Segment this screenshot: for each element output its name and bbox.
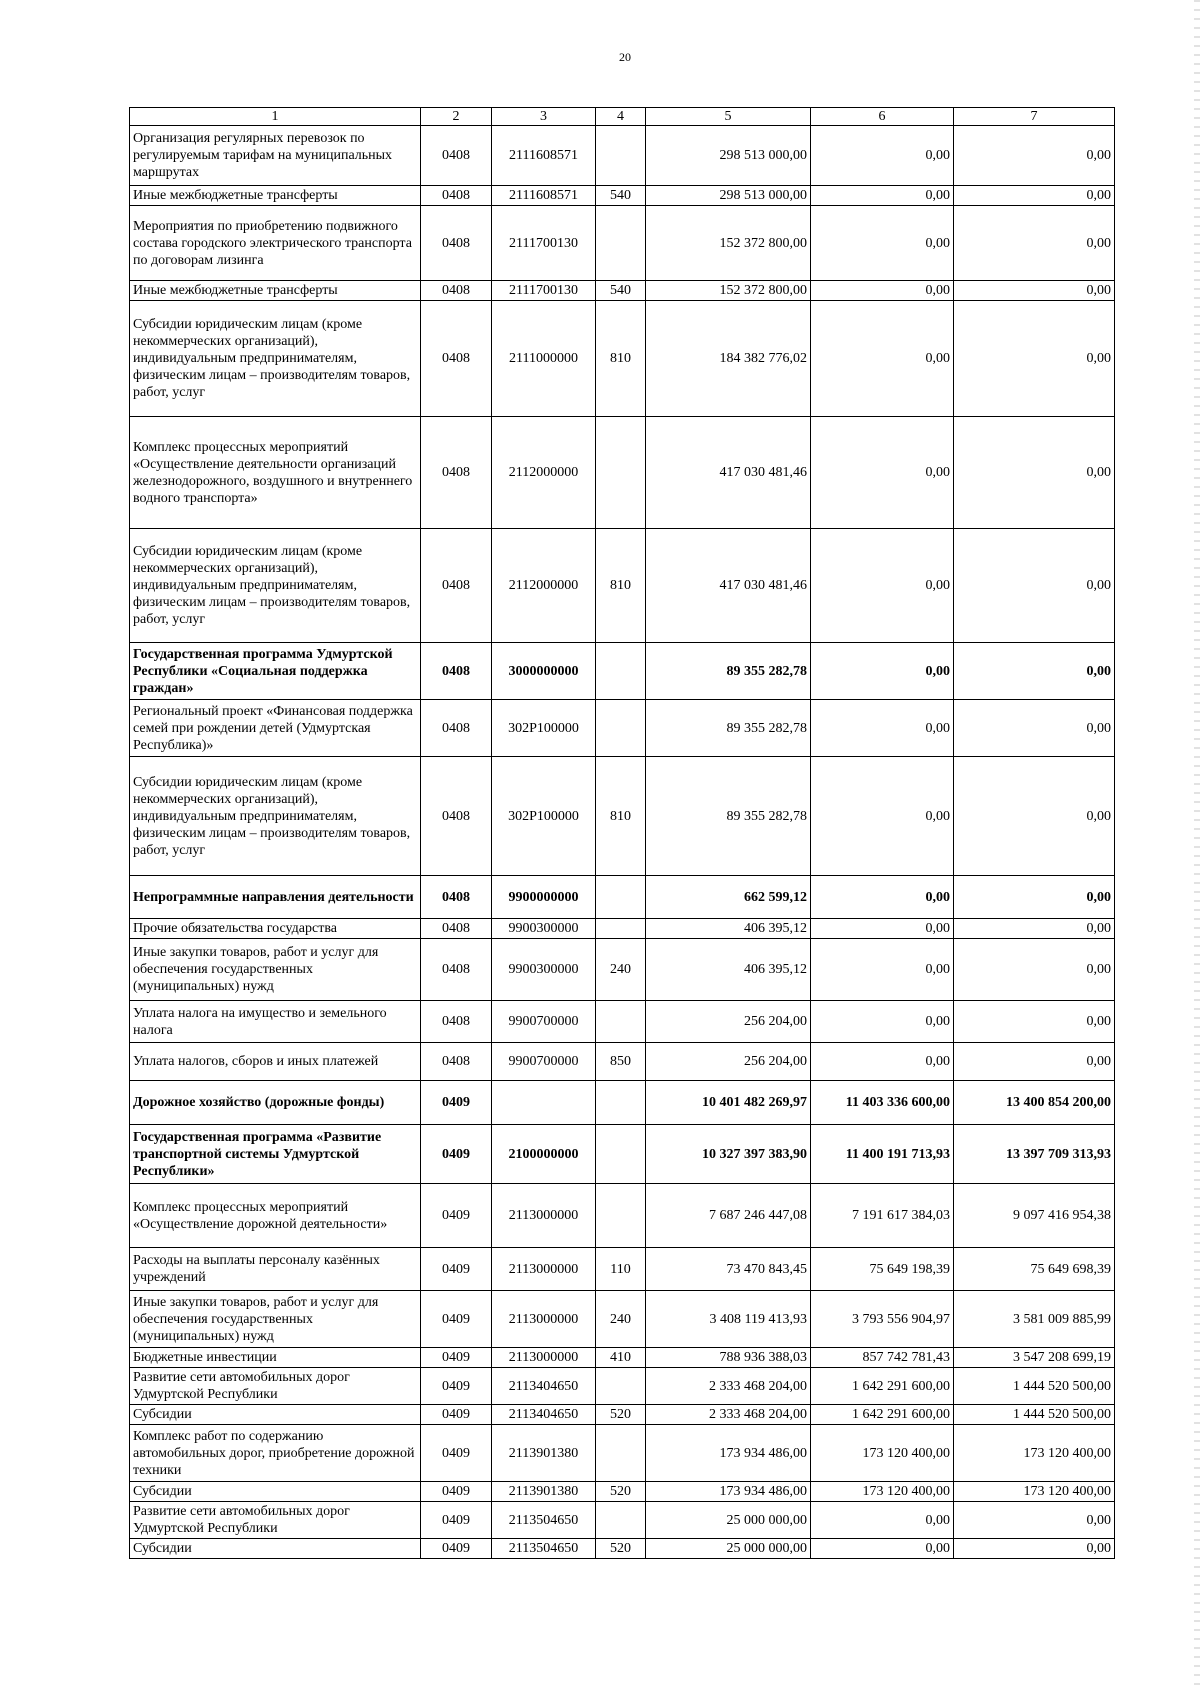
item-name-cell: Комплекс процессных мероприятий «Осуществление дорожной деятельности»	[130, 1184, 421, 1248]
target-article-cell: 2111000000	[492, 301, 596, 417]
amount-col5-cell: 2 333 468 204,00	[646, 1405, 811, 1425]
table-row	[130, 186, 1115, 206]
expense-type-cell	[596, 700, 646, 757]
item-name-cell: Бюджетные инвестиции	[130, 1348, 421, 1368]
amount-col7-cell: 0,00	[954, 919, 1115, 939]
amount-col6-cell: 75 649 198,39	[811, 1248, 954, 1291]
item-name-cell: Региональный проект «Финансовая поддержка семей при рождении детей (Удмуртская Республика)»	[130, 700, 421, 757]
amount-col6-cell: 7 191 617 384,03	[811, 1184, 954, 1248]
item-name-cell: Государственная программа Удмуртской Республики «Социальная поддержка граждан»	[130, 643, 421, 700]
table-row	[130, 1539, 1115, 1559]
expense-type-cell: 850	[596, 1043, 646, 1081]
amount-col5-cell: 788 936 388,03	[646, 1348, 811, 1368]
amount-col7-cell: 0,00	[954, 186, 1115, 206]
amount-col5-cell: 73 470 843,45	[646, 1248, 811, 1291]
table-row	[130, 876, 1115, 919]
item-name-cell: Развитие сети автомобильных дорог Удмуртской Республики	[130, 1368, 421, 1405]
amount-col7-cell: 13 397 709 313,93	[954, 1125, 1115, 1184]
target-article-cell: 9900300000	[492, 919, 596, 939]
amount-col7-cell: 0,00	[954, 876, 1115, 919]
item-name-cell: Непрограммные направления деятельности	[130, 876, 421, 919]
item-name-cell: Государственная программа «Развитие транспортной системы Удмуртской Республики»	[130, 1125, 421, 1184]
section-code-cell: 0409	[421, 1425, 492, 1482]
item-name-cell: Субсидии	[130, 1482, 421, 1502]
target-article-cell: 2113504650	[492, 1539, 596, 1559]
header-cell: 3	[492, 108, 596, 126]
expense-type-cell	[596, 1001, 646, 1043]
header-cell: 5	[646, 108, 811, 126]
amount-col6-cell: 173 120 400,00	[811, 1482, 954, 1502]
section-code-cell: 0408	[421, 643, 492, 700]
amount-col7-cell: 0,00	[954, 529, 1115, 643]
item-name-cell: Иные закупки товаров, работ и услуг для обеспечения государственных (муниципальных) нужд	[130, 1291, 421, 1348]
target-article-cell: 2113404650	[492, 1405, 596, 1425]
amount-col6-cell: 173 120 400,00	[811, 1425, 954, 1482]
header-cell: 1	[130, 108, 421, 126]
amount-col5-cell: 89 355 282,78	[646, 643, 811, 700]
amount-col7-cell: 0,00	[954, 643, 1115, 700]
section-code-cell: 0409	[421, 1539, 492, 1559]
amount-col6-cell: 0,00	[811, 1502, 954, 1539]
target-article-cell: 2112000000	[492, 417, 596, 529]
amount-col6-cell: 0,00	[811, 281, 954, 301]
target-article-cell: 2111608571	[492, 126, 596, 186]
item-name-cell: Дорожное хозяйство (дорожные фонды)	[130, 1081, 421, 1125]
section-code-cell: 0409	[421, 1368, 492, 1405]
expense-type-cell: 110	[596, 1248, 646, 1291]
section-code-cell: 0409	[421, 1291, 492, 1348]
amount-col5-cell: 298 513 000,00	[646, 186, 811, 206]
table-row	[130, 939, 1115, 1001]
table-row	[130, 1001, 1115, 1043]
table-row	[130, 1291, 1115, 1348]
item-name-cell: Организация регулярных перевозок по регулируемым тарифам на муниципальных маршрутах	[130, 126, 421, 186]
amount-col5-cell: 7 687 246 447,08	[646, 1184, 811, 1248]
expense-type-cell	[596, 1081, 646, 1125]
item-name-cell: Субсидии юридическим лицам (кроме некоммерческих организаций), индивидуальным предпринимателям, физическим лицам – производителям товаров, работ, услуг	[130, 757, 421, 876]
item-name-cell: Иные межбюджетные трансферты	[130, 186, 421, 206]
expense-type-cell: 810	[596, 301, 646, 417]
amount-col7-cell: 0,00	[954, 126, 1115, 186]
amount-col7-cell: 0,00	[954, 206, 1115, 281]
amount-col7-cell: 0,00	[954, 417, 1115, 529]
amount-col5-cell: 406 395,12	[646, 919, 811, 939]
amount-col6-cell: 0,00	[811, 301, 954, 417]
section-code-cell: 0409	[421, 1482, 492, 1502]
expense-type-cell	[596, 126, 646, 186]
section-code-cell: 0408	[421, 1001, 492, 1043]
item-name-cell: Развитие сети автомобильных дорог Удмуртской Республики	[130, 1502, 421, 1539]
target-article-cell: 9900700000	[492, 1043, 596, 1081]
target-article-cell: 2113000000	[492, 1184, 596, 1248]
amount-col6-cell: 1 642 291 600,00	[811, 1368, 954, 1405]
amount-col7-cell: 13 400 854 200,00	[954, 1081, 1115, 1125]
target-article-cell: 2111700130	[492, 281, 596, 301]
table-row	[130, 1081, 1115, 1125]
header-cell: 2	[421, 108, 492, 126]
header-cell: 6	[811, 108, 954, 126]
amount-col5-cell: 3 408 119 413,93	[646, 1291, 811, 1348]
expense-type-cell	[596, 1368, 646, 1405]
item-name-cell: Комплекс процессных мероприятий «Осуществление деятельности организаций железнодорожного, воздушного и внутреннего водного транспорта»	[130, 417, 421, 529]
target-article-cell: 2111700130	[492, 206, 596, 281]
amount-col7-cell: 0,00	[954, 281, 1115, 301]
target-article-cell: 302P100000	[492, 700, 596, 757]
section-code-cell: 0408	[421, 757, 492, 876]
target-article-cell: 2112000000	[492, 529, 596, 643]
target-article-cell: 9900700000	[492, 1001, 596, 1043]
amount-col7-cell: 75 649 698,39	[954, 1248, 1115, 1291]
expense-type-cell	[596, 206, 646, 281]
table-row	[130, 1482, 1115, 1502]
amount-col6-cell: 0,00	[811, 700, 954, 757]
amount-col7-cell: 3 547 208 699,19	[954, 1348, 1115, 1368]
amount-col5-cell: 152 372 800,00	[646, 281, 811, 301]
amount-col6-cell: 11 403 336 600,00	[811, 1081, 954, 1125]
amount-col5-cell: 152 372 800,00	[646, 206, 811, 281]
amount-col6-cell: 0,00	[811, 126, 954, 186]
section-code-cell: 0409	[421, 1405, 492, 1425]
section-code-cell: 0409	[421, 1248, 492, 1291]
expense-type-cell: 540	[596, 281, 646, 301]
section-code-cell: 0408	[421, 939, 492, 1001]
amount-col6-cell: 0,00	[811, 186, 954, 206]
item-name-cell: Уплата налога на имущество и земельного налога	[130, 1001, 421, 1043]
amount-col6-cell: 0,00	[811, 1043, 954, 1081]
amount-col5-cell: 406 395,12	[646, 939, 811, 1001]
amount-col6-cell: 0,00	[811, 919, 954, 939]
amount-col6-cell: 0,00	[811, 417, 954, 529]
amount-col7-cell: 173 120 400,00	[954, 1425, 1115, 1482]
amount-col7-cell: 0,00	[954, 757, 1115, 876]
expense-type-cell: 240	[596, 939, 646, 1001]
amount-col7-cell: 9 097 416 954,38	[954, 1184, 1115, 1248]
table-row	[130, 1348, 1115, 1368]
amount-col5-cell: 256 204,00	[646, 1043, 811, 1081]
amount-col7-cell: 0,00	[954, 301, 1115, 417]
item-name-cell: Уплата налогов, сборов и иных платежей	[130, 1043, 421, 1081]
amount-col5-cell: 10 401 482 269,97	[646, 1081, 811, 1125]
amount-col6-cell: 1 642 291 600,00	[811, 1405, 954, 1425]
target-article-cell: 2100000000	[492, 1125, 596, 1184]
table-row	[130, 206, 1115, 281]
budget-table	[129, 107, 1115, 1559]
amount-col6-cell: 0,00	[811, 876, 954, 919]
target-article-cell: 9900300000	[492, 939, 596, 1001]
table-row	[130, 1125, 1115, 1184]
item-name-cell: Субсидии	[130, 1405, 421, 1425]
item-name-cell: Субсидии	[130, 1539, 421, 1559]
target-article-cell: 302P100000	[492, 757, 596, 876]
table-row	[130, 417, 1115, 529]
target-article-cell: 2113404650	[492, 1368, 596, 1405]
target-article-cell: 2113000000	[492, 1248, 596, 1291]
amount-col7-cell: 0,00	[954, 1001, 1115, 1043]
table-row	[130, 643, 1115, 700]
item-name-cell: Прочие обязательства государства	[130, 919, 421, 939]
section-code-cell: 0408	[421, 126, 492, 186]
section-code-cell: 0409	[421, 1502, 492, 1539]
amount-col6-cell: 0,00	[811, 939, 954, 1001]
table-row	[130, 301, 1115, 417]
header-cell: 4	[596, 108, 646, 126]
amount-col5-cell: 2 333 468 204,00	[646, 1368, 811, 1405]
amount-col6-cell: 0,00	[811, 1001, 954, 1043]
item-name-cell: Комплекс работ по содержанию автомобильных дорог, приобретение дорожной техники	[130, 1425, 421, 1482]
amount-col7-cell: 0,00	[954, 939, 1115, 1001]
expense-type-cell	[596, 1125, 646, 1184]
table-row	[130, 757, 1115, 876]
amount-col7-cell: 3 581 009 885,99	[954, 1291, 1115, 1348]
amount-col5-cell: 184 382 776,02	[646, 301, 811, 417]
header-cell: 7	[954, 108, 1115, 126]
section-code-cell: 0408	[421, 876, 492, 919]
section-code-cell: 0408	[421, 186, 492, 206]
expense-type-cell: 520	[596, 1539, 646, 1559]
expense-type-cell	[596, 417, 646, 529]
table-row	[130, 700, 1115, 757]
target-article-cell: 3000000000	[492, 643, 596, 700]
expense-type-cell	[596, 876, 646, 919]
amount-col6-cell: 0,00	[811, 206, 954, 281]
section-code-cell: 0408	[421, 529, 492, 643]
section-code-cell: 0409	[421, 1348, 492, 1368]
table-row	[130, 1502, 1115, 1539]
table-row	[130, 1405, 1115, 1425]
amount-col5-cell: 662 599,12	[646, 876, 811, 919]
section-code-cell: 0408	[421, 281, 492, 301]
table-row	[130, 1368, 1115, 1405]
section-code-cell: 0408	[421, 919, 492, 939]
target-article-cell: 2113504650	[492, 1502, 596, 1539]
item-name-cell: Субсидии юридическим лицам (кроме некоммерческих организаций), индивидуальным предпринимателям, физическим лицам – производителям товаров, работ, услуг	[130, 529, 421, 643]
expense-type-cell	[596, 1184, 646, 1248]
amount-col7-cell: 1 444 520 500,00	[954, 1368, 1115, 1405]
amount-col6-cell: 0,00	[811, 1539, 954, 1559]
amount-col5-cell: 298 513 000,00	[646, 126, 811, 186]
amount-col5-cell: 10 327 397 383,90	[646, 1125, 811, 1184]
amount-col7-cell: 0,00	[954, 1043, 1115, 1081]
amount-col5-cell: 89 355 282,78	[646, 757, 811, 876]
target-article-cell: 2111608571	[492, 186, 596, 206]
amount-col6-cell: 857 742 781,43	[811, 1348, 954, 1368]
section-code-cell: 0408	[421, 700, 492, 757]
expense-type-cell: 810	[596, 757, 646, 876]
expense-type-cell: 240	[596, 1291, 646, 1348]
amount-col6-cell: 11 400 191 713,93	[811, 1125, 954, 1184]
section-code-cell: 0408	[421, 206, 492, 281]
amount-col5-cell: 25 000 000,00	[646, 1502, 811, 1539]
section-code-cell: 0409	[421, 1184, 492, 1248]
section-code-cell: 0409	[421, 1081, 492, 1125]
expense-type-cell: 520	[596, 1405, 646, 1425]
expense-type-cell	[596, 1425, 646, 1482]
table-row	[130, 529, 1115, 643]
expense-type-cell: 520	[596, 1482, 646, 1502]
expense-type-cell	[596, 1502, 646, 1539]
amount-col7-cell: 0,00	[954, 1539, 1115, 1559]
target-article-cell: 2113000000	[492, 1348, 596, 1368]
amount-col5-cell: 25 000 000,00	[646, 1539, 811, 1559]
expense-type-cell	[596, 919, 646, 939]
amount-col5-cell: 89 355 282,78	[646, 700, 811, 757]
amount-col6-cell: 0,00	[811, 757, 954, 876]
header-row	[130, 108, 1115, 126]
table-row	[130, 1184, 1115, 1248]
target-article-cell: 2113901380	[492, 1482, 596, 1502]
expense-type-cell: 540	[596, 186, 646, 206]
amount-col6-cell: 0,00	[811, 643, 954, 700]
table-row	[130, 1043, 1115, 1081]
section-code-cell: 0409	[421, 1125, 492, 1184]
target-article-cell: 9900000000	[492, 876, 596, 919]
target-article-cell: 2113901380	[492, 1425, 596, 1482]
section-code-cell: 0408	[421, 301, 492, 417]
table-row	[130, 126, 1115, 186]
amount-col6-cell: 0,00	[811, 529, 954, 643]
expense-type-cell: 810	[596, 529, 646, 643]
section-code-cell: 0408	[421, 417, 492, 529]
table-row	[130, 281, 1115, 301]
item-name-cell: Субсидии юридическим лицам (кроме некоммерческих организаций), индивидуальным предпринимателям, физическим лицам – производителям товаров, работ, услуг	[130, 301, 421, 417]
table-row	[130, 919, 1115, 939]
table-row	[130, 1248, 1115, 1291]
item-name-cell: Иные межбюджетные трансферты	[130, 281, 421, 301]
amount-col5-cell: 173 934 486,00	[646, 1482, 811, 1502]
expense-type-cell: 410	[596, 1348, 646, 1368]
amount-col6-cell: 3 793 556 904,97	[811, 1291, 954, 1348]
amount-col7-cell: 173 120 400,00	[954, 1482, 1115, 1502]
item-name-cell: Иные закупки товаров, работ и услуг для обеспечения государственных (муниципальных) нужд	[130, 939, 421, 1001]
target-article-cell	[492, 1081, 596, 1125]
scan-edge-marks	[1194, 0, 1200, 1686]
amount-col5-cell: 417 030 481,46	[646, 417, 811, 529]
expense-type-cell	[596, 643, 646, 700]
item-name-cell: Мероприятия по приобретению подвижного состава городского электрического транспорта по договорам лизинга	[130, 206, 421, 281]
amount-col7-cell: 1 444 520 500,00	[954, 1405, 1115, 1425]
target-article-cell: 2113000000	[492, 1291, 596, 1348]
amount-col5-cell: 256 204,00	[646, 1001, 811, 1043]
page-number: 20	[619, 50, 631, 64]
section-code-cell: 0408	[421, 1043, 492, 1081]
table-row	[130, 1425, 1115, 1482]
item-name-cell: Расходы на выплаты персоналу казённых учреждений	[130, 1248, 421, 1291]
amount-col5-cell: 173 934 486,00	[646, 1425, 811, 1482]
amount-col5-cell: 417 030 481,46	[646, 529, 811, 643]
amount-col7-cell: 0,00	[954, 700, 1115, 757]
amount-col7-cell: 0,00	[954, 1502, 1115, 1539]
